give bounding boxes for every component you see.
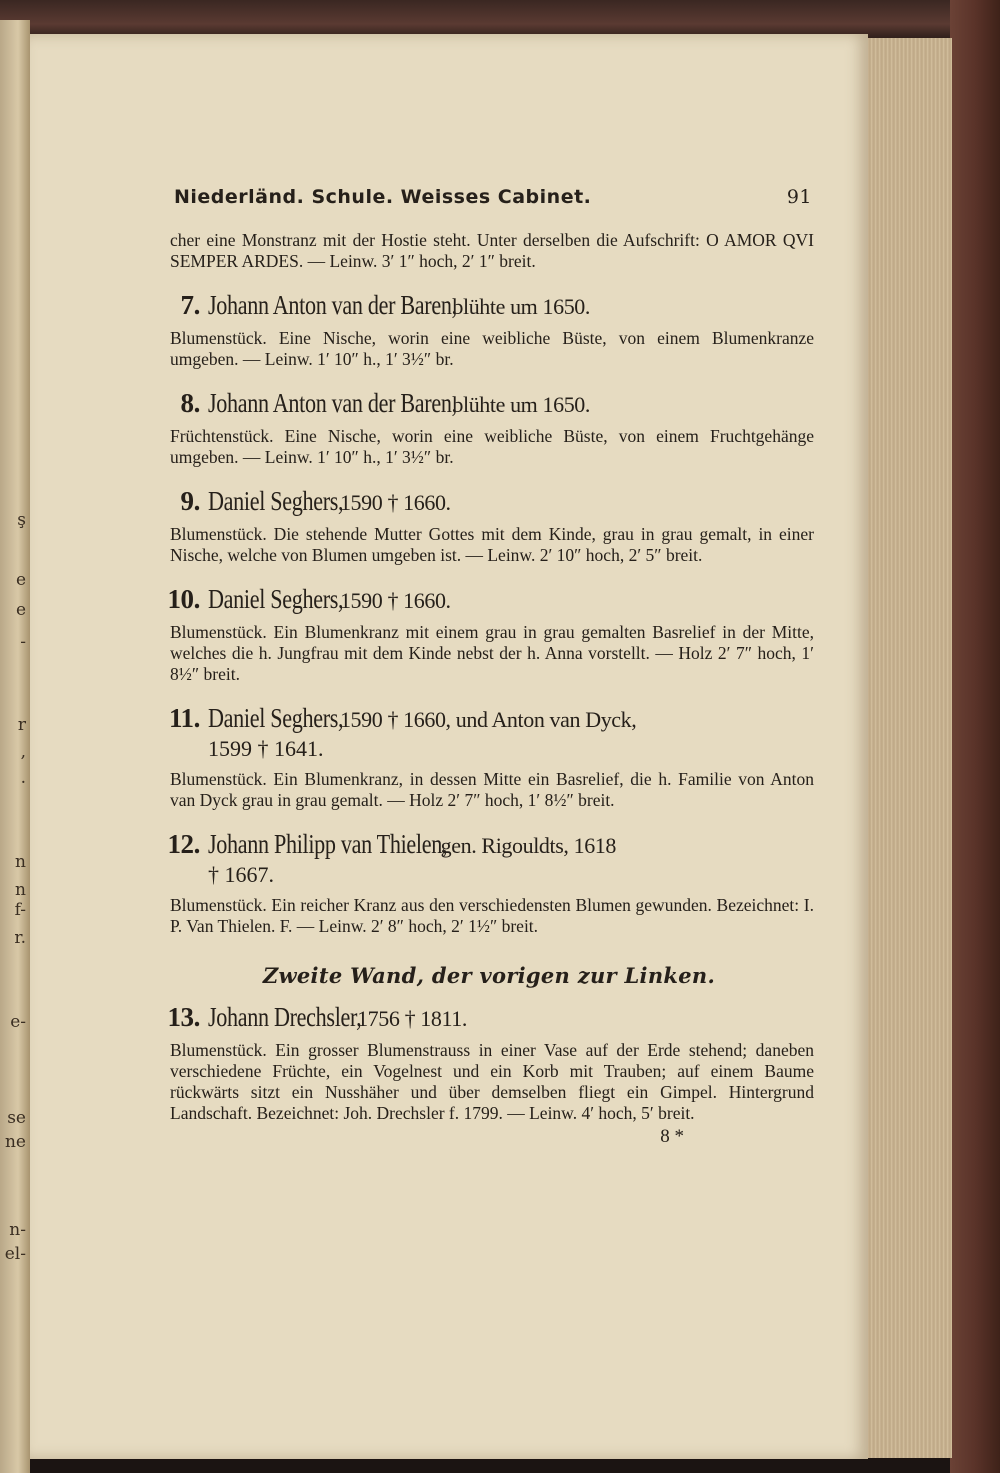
artist-dates: 1590 † 1660, und Anton van Dyck, — [339, 707, 637, 732]
entry-title — [164, 290, 814, 322]
entry-title — [164, 703, 814, 735]
left-page-fragment: r — [17, 715, 26, 735]
entry-description: Blumenstück. Eine Nische, worin eine weibliche Büste, von einem Blumenkranze umgeben. — Leinw. 1′ 10″ h., 1′ 3½″ br. — [170, 328, 814, 369]
catalog-entry — [164, 584, 814, 685]
left-page-fragment: e — [15, 570, 26, 590]
entry-description: Blumenstück. Die stehende Mutter Gottes mit dem Kinde, grau in grau gemalt, in einer Nische, welche von Blumen umgeben ist. — Leinw. 2′ 10″ hoch, 2′ 5″ breit. — [170, 524, 814, 565]
artist-name: Johann Philipp van Thielen, — [208, 829, 448, 859]
entry-number: 11. — [168, 703, 200, 733]
section-heading: Zweite Wand, der vorigen zur Linken. — [262, 963, 716, 988]
left-page-fragment: n- — [9, 1220, 26, 1240]
artist-dates: 1590 † 1660. — [339, 490, 451, 515]
left-page-fragment: n — [15, 852, 26, 872]
artist-name: Johann Anton van der Baren, — [208, 388, 457, 418]
running-head-title: Niederländ. Schule. Weisses Cabinet. — [174, 186, 592, 208]
artist-name: Johann Anton van der Baren, — [208, 290, 457, 320]
artist-name: Johann Drechsler, — [208, 1002, 362, 1032]
entry-title-continued: † 1667. — [208, 862, 274, 887]
artist-name: Daniel Seghers, — [208, 584, 344, 614]
artist-dates: 1590 † 1660. — [339, 588, 451, 613]
entry-title-continued: 1599 † 1641. — [208, 736, 324, 761]
left-page-fragment: . — [20, 768, 26, 788]
left-page-fragment: se — [7, 1108, 26, 1128]
entry-description: Blumenstück. Ein Blumenkranz, in dessen Mitte ein Basrelief, die h. Familie von Anton van Dyck grau in grau gemalt. — Holz 2′ 7″ hoch, 1′ 8½″ breit. — [170, 769, 814, 810]
artist-name: Daniel Seghers, — [208, 703, 344, 733]
entry-description: Blumenstück. Ein reicher Kranz aus den verschiedensten Blumen gewunden. Bezeichnet: I. P. Van Thielen. F. — Leinw. 2′ 8″ hoch, 2′ 1½″ breit. — [170, 895, 814, 936]
artist-dates: 1756 † 1811. — [357, 1006, 467, 1031]
entry-number: 9. — [180, 486, 200, 516]
book-page — [30, 34, 868, 1459]
page-content — [164, 186, 814, 1148]
left-page-fragment: e — [15, 600, 26, 620]
catalog-entry — [164, 703, 814, 811]
entry-title — [164, 486, 814, 518]
entry-title — [164, 388, 814, 420]
catalog-entry — [164, 486, 814, 566]
entry-number: 8. — [180, 388, 200, 418]
left-page-fragment: ş — [17, 510, 26, 530]
entry-number: 12. — [167, 829, 200, 859]
entry-number: 7. — [180, 290, 200, 320]
intro-paragraph: cher eine Monstranz mit der Hostie steht. Unter derselben die Aufschrift: O AMOR QVI SEMPER ARDES. — Leinw. 3′ 1″ hoch, 2′ 1″ breit. — [170, 230, 814, 271]
entry-description: Früchtenstück. Eine Nische, worin eine weibliche Büste, von einem Fruchtgehänge umgeben. — Leinw. 1′ 10″ h., 1′ 3½″ br. — [170, 426, 814, 467]
catalog-entry-13 — [164, 1002, 814, 1124]
left-page-fragment: r. — [14, 928, 26, 948]
artist-dates: blühte um 1650. — [452, 392, 590, 417]
left-page-fragment: - — [20, 632, 26, 652]
entry-title — [164, 829, 814, 861]
catalog-entry — [164, 290, 814, 370]
book-cover-edge — [950, 0, 1000, 1473]
entry-number: 13. — [167, 1002, 200, 1032]
signature-mark: 8 * — [660, 1126, 684, 1147]
left-page-fragment: e- — [10, 1012, 26, 1032]
entry-description: Blumenstück. Ein Blumenkranz mit einem grau in grau gemalten Basrelief in der Mitte, welches die h. Jungfrau mit dem Kinde nebst der h. Anna vorstellt. — Holz 2′ 7″ hoch, 1′ 8½″ breit. — [170, 622, 814, 684]
left-page-fragment: , — [20, 742, 26, 762]
catalog-entry — [164, 829, 814, 937]
left-page-fragment: ne — [4, 1132, 26, 1152]
entry-title — [164, 584, 814, 616]
running-head — [174, 186, 814, 208]
catalog-entries — [164, 290, 814, 937]
left-page-fragment: f- — [14, 900, 26, 920]
entry-description: Blumenstück. Ein grosser Blumenstrauss in einer Vase auf der Erde stehend; daneben verschiedene Früchte, ein Vogelnest und ein Korb mit Trauben; auf einem Baume rückwärts sitzt ein Nusshäher und über demselben fliegt ein Gimpel. Hintergrund Landschaft. Bezeichnet: Joh. Drechsler f. 1799. — Leinw. 4′ hoch, 5′ breit. — [170, 1040, 814, 1123]
entry-title — [164, 1002, 814, 1034]
artist-name: Daniel Seghers, — [208, 486, 344, 516]
left-page-fragment: n — [15, 880, 26, 900]
page-edges — [860, 38, 952, 1458]
page-number: 91 — [786, 186, 812, 208]
left-page-fragment: el- — [4, 1244, 26, 1264]
artist-dates: gen. Rigouldts, 1618 — [440, 833, 617, 858]
entry-number: 10. — [167, 584, 200, 614]
catalog-entry — [164, 388, 814, 468]
artist-dates: blühte um 1650. — [452, 294, 590, 319]
